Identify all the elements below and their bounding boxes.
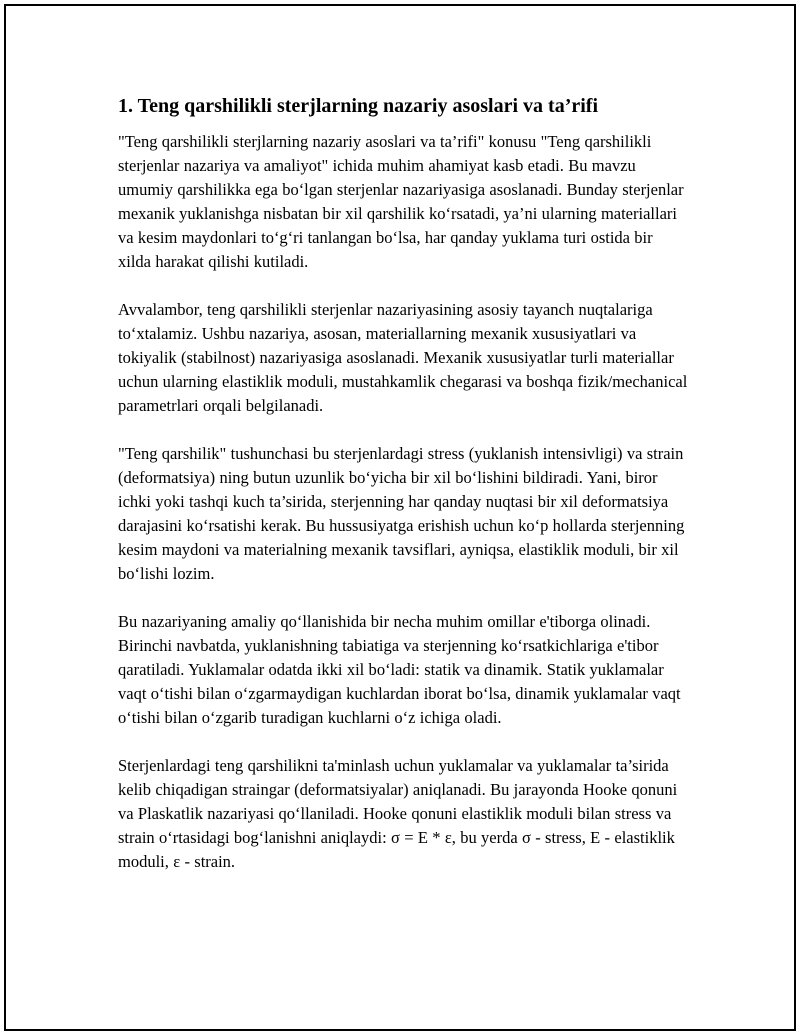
document-body: [118, 92, 688, 898]
paragraph-practical-application: Bu nazariyaning amaliy qo‘llanishida bir necha muhim omillar e'tiborga olinadi. Birinchi navbatda, yuklanishning tabiatiga va sterjenning ko‘rsatkichlariga e'tibor qaratiladi. Yuklamalar odatda ikki xil bo‘ladi: statik va dinamik. Statik yuklamalar vaqt o‘tishi bilan o‘zgarmaydigan kuchlardan iborat bo‘lsa, dinamik yuklamalar vaqt o‘tishi bilan o‘zgarib turadigan kuchlarni o‘z ichiga oladi.: [118, 612, 681, 727]
paragraph-equal-resistance: "Teng qarshilik" tushunchasi bu sterjenlardagi stress (yuklanish intensivligi) va strain (deformatsiya) ning butun uzunlik bo‘yicha bir xil bo‘lishini bildiradi. Yani, biror ichki yoki tashqi kuch ta’sirida, sterjenning har qanday nuqtasi bir xil deformatsiya darajasini ko‘rsatishi kerak. Bu hussusiyatga erishish uchun ko‘p hollarda sterjenning kesim maydoni va materialning mexanik tavsiflari, ayniqsa, elastiklik moduli, bir xil bo‘lishi lozim.: [118, 444, 685, 583]
paragraph-theory-basis: Avvalambor, teng qarshilikli sterjenlar nazariyasining asosiy tayanch nuqtalariga to‘xtalamiz. Ushbu nazariya, asosan, materiallarning mexanik xususiyatlari va tokiyalik (stabilnost) nazariyasiga asoslanadi. Mexanik xususiyatlar turli materiallar uchun ularning elastiklik moduli, mustahkamlik chegarasi va boshqa fizik/mechanical parametrlari orqali belgilanadi.: [118, 300, 688, 415]
section-heading: 1. Teng qarshilikli sterjlarning nazariy asoslari va ta’rifi: [118, 95, 599, 117]
paragraph-intro: "Teng qarshilikli sterjlarning nazariy asoslari va ta’rifi" konusu "Teng qarshilikli sterjenlar nazariya va amaliyot" ichida muhim ahamiyat kasb etadi. Bu mavzu umumiy qarshilikka ega bo‘lgan sterjenlar nazariyasiga asoslanadi. Bunday sterjenlar mexanik yuklanishga nisbatan bir xil qarshilik ko‘rsatadi, ya’ni ularning materiallari va kesim maydonlari to‘g‘ri tanlangan bo‘lsa, har qanday yuklama turi ostida bir xilda harakat qilishi kutiladi.: [118, 132, 684, 271]
paragraph-hooke-law: Sterjenlardagi teng qarshilikni ta'minlash uchun yuklamalar va yuklamalar ta’sirida kelib chiqadigan straingar (deformatsiyalar) aniqlanadi. Bu jarayonda Hooke qonuni va Plaskatlik nazariyasi qo‘llaniladi. Hooke qonuni elastiklik moduli bilan stress va strain o‘rtasidagi bog‘lanishni aniqlaydi: σ = E * ε, bu yerda σ - stress, E - elastiklik moduli, ε - strain.: [118, 756, 678, 871]
